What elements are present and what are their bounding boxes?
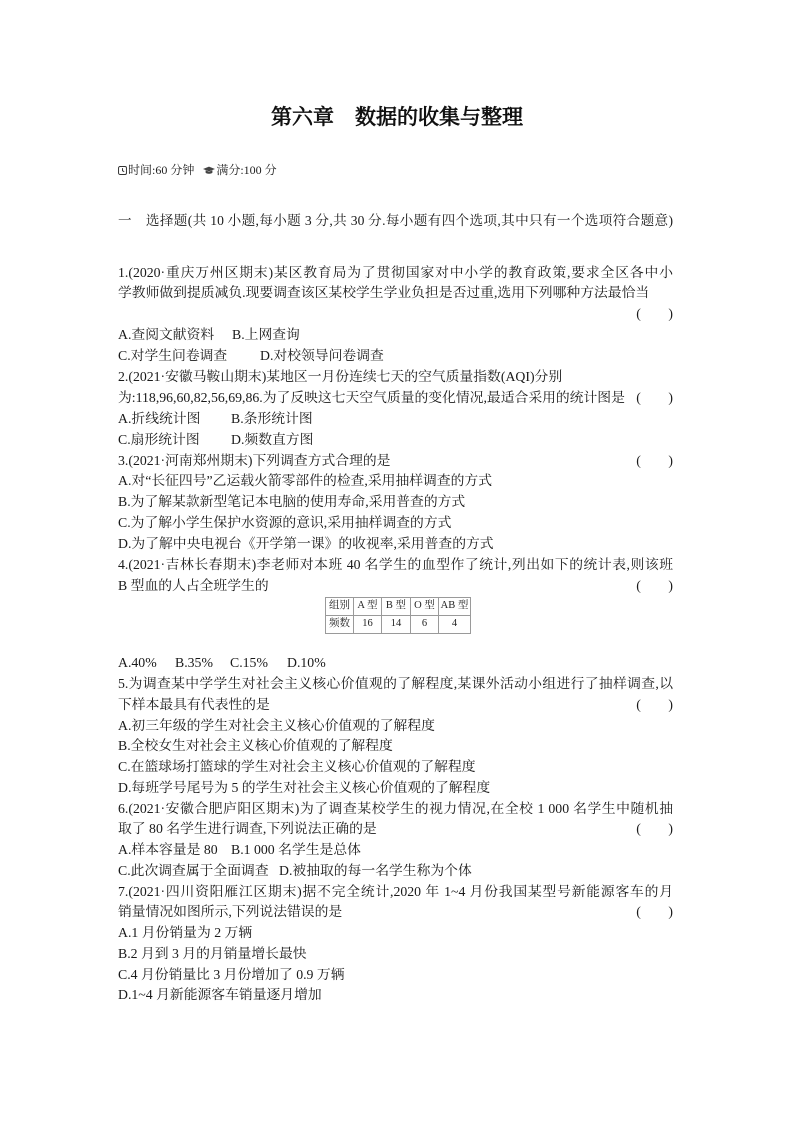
table-header-cell: 组别: [326, 597, 354, 615]
table-header-cell: O 型: [411, 597, 439, 615]
option-a: A.对“长征四号”乙运载火箭零部件的检查,采用抽样调查的方式: [118, 473, 493, 489]
question-stem-row: [118, 819, 673, 840]
question-stem-row: [118, 576, 673, 597]
question-stem-row: [118, 451, 673, 472]
option-a: A.1 月份销量为 2 万辆: [118, 925, 253, 941]
answer-bracket: ( ): [636, 306, 673, 322]
answer-bracket: ( ): [636, 577, 673, 593]
answer-row: [118, 304, 673, 325]
section-heading: 一 选择题(共 10 小题,每小题 3 分,共 30 分.每小题有四个选项,其中只有一个选项符合题意): [118, 213, 673, 228]
option-row: [118, 409, 673, 430]
table-wrapper: [118, 597, 673, 634]
time-info: [118, 162, 194, 178]
option-a: A.初三年级的学生对社会主义核心价值观的了解程度: [118, 717, 435, 733]
option-c: C.为了解小学生保护水资源的意识,采用抽样调查的方式: [118, 515, 452, 531]
option-a: A.折线统计图: [118, 410, 201, 426]
question-stem-line: 2.(2021·安徽马鞍山期末)某地区一月份连续七天的空气质量指数(AQI)分别: [118, 368, 563, 384]
answer-bracket: ( ): [636, 696, 673, 712]
option-b: B.2 月到 3 月的月销量增长最快: [118, 945, 307, 961]
question-stem-line: B 型血的人占全班学生的: [118, 577, 269, 593]
question-stem-line: 4.(2021·吉林长春期末)李老师对本班 40 名学生的血型作了统计,列出如下的统计表,则该班: [118, 556, 673, 572]
question-7: [118, 882, 673, 1007]
answer-bracket: ( ): [636, 904, 673, 920]
question-3: [118, 451, 673, 555]
question-stem-line: 为:118,96,60,82,56,69,86.为了反映这七天空气质量的变化情况,最适合采用的统计图是: [118, 389, 625, 405]
table-cell: 16: [354, 615, 382, 633]
option-d: D.对校领导问卷调查: [260, 348, 384, 364]
option-d: D.频数直方图: [231, 431, 314, 447]
clock-icon: [118, 166, 127, 175]
option-b: B.条形统计图: [231, 410, 313, 426]
option-b: B.上网查询: [232, 327, 300, 343]
question-stem-row: [118, 695, 673, 716]
question-stem-line: 3.(2021·河南郑州期末)下列调查方式合理的是: [118, 452, 391, 468]
option-row: [118, 861, 673, 882]
table-cell: 4: [439, 615, 471, 633]
table-header-cell: AB 型: [439, 597, 471, 615]
question-stem-row: [118, 388, 673, 409]
option-d: D.为了解中央电视台《开学第一课》的收视率,采用普查的方式: [118, 536, 494, 552]
table-cell: 14: [382, 615, 411, 633]
option-b: B.1 000 名学生是总体: [231, 842, 361, 858]
question-1: [118, 263, 673, 367]
answer-bracket: ( ): [636, 452, 673, 468]
option-d: D.1~4 月新能源客车销量逐月增加: [118, 987, 322, 1003]
option-d: D.10%: [287, 655, 326, 671]
question-6: [118, 799, 673, 882]
question-5: [118, 674, 673, 799]
option-b: B.35%: [175, 655, 213, 671]
option-b: B.全校女生对社会主义核心价值观的了解程度: [118, 738, 393, 754]
option-row: [118, 840, 673, 861]
option-a: A.查阅文献资料: [118, 327, 215, 343]
option-b: B.为了解某款新型笔记本电脑的使用寿命,采用普查的方式: [118, 494, 466, 510]
answer-bracket: ( ): [636, 821, 673, 837]
table-header-cell: B 型: [382, 597, 411, 615]
exam-meta: [118, 162, 286, 178]
option-a: A.样本容量是 80: [118, 842, 218, 858]
option-row: [118, 346, 673, 367]
table-cell: 频数: [326, 615, 354, 633]
question-4: [118, 555, 673, 674]
option-c: C.4 月份销量比 3 月份增加了 0.9 万辆: [118, 966, 345, 982]
question-stem-line: 取了 80 名学生进行调查,下列说法正确的是: [118, 821, 377, 837]
question-stem-row: [118, 902, 673, 923]
question-stem-line: 5.为调查某中学学生对社会主义核心价值观的了解程度,某课外活动小组进行了抽样调查,以: [118, 676, 673, 692]
score-info: [203, 162, 276, 178]
question-stem-line: 销量情况如图所示,下列说法错误的是: [118, 904, 343, 920]
question-stem-line: 1.(2020·重庆万州区期末)某区教育局为了贯彻国家对中小学的教育政策,要求全区各中小: [118, 264, 673, 280]
option-row: [118, 653, 673, 674]
option-c: C.15%: [230, 655, 268, 671]
option-c: C.在篮球场打篮球的学生对社会主义核心价值观的了解程度: [118, 759, 476, 775]
option-c: C.扇形统计图: [118, 431, 200, 447]
table-header-row: [326, 597, 471, 615]
option-c: C.对学生问卷调查: [118, 348, 228, 364]
question-stem-line: 学教师做到提质减负.现要调查该区某校学生学业负担是否过重,选用下列哪种方法最恰当: [118, 285, 650, 301]
question-2: [118, 367, 673, 451]
question-stem-line: 下样本最具有代表性的是: [118, 696, 270, 712]
table-header-cell: A 型: [354, 597, 382, 615]
answer-bracket: ( ): [636, 389, 673, 405]
option-c: C.此次调查属于全面调查: [118, 862, 269, 878]
time-label: 时间:60 分钟: [128, 163, 195, 177]
option-a: A.40%: [118, 655, 157, 671]
option-row: [118, 430, 673, 451]
blood-type-table: [325, 597, 471, 634]
table-row: [326, 615, 471, 633]
page-title: 第六章 数据的收集与整理: [271, 106, 523, 129]
question-stem-line: 7.(2021·四川资阳雁江区期末)据不完全统计,2020 年 1~4 月份我国某型号新能源客车的月: [118, 883, 673, 899]
option-d: D.被抽取的每一名学生称为个体: [279, 862, 472, 878]
table-cell: 6: [411, 615, 439, 633]
option-d: D.每班学号尾号为 5 的学生对社会主义核心价值观的了解程度: [118, 779, 491, 795]
option-row: [118, 325, 673, 346]
score-label: 满分:100 分: [216, 163, 277, 177]
question-list: [118, 263, 673, 1007]
question-stem-line: 6.(2021·安徽合肥庐阳区期末)为了调查某校学生的视力情况,在全校 1 000 名学生中随机抽: [118, 800, 673, 816]
graduation-cap-icon: [203, 166, 215, 175]
